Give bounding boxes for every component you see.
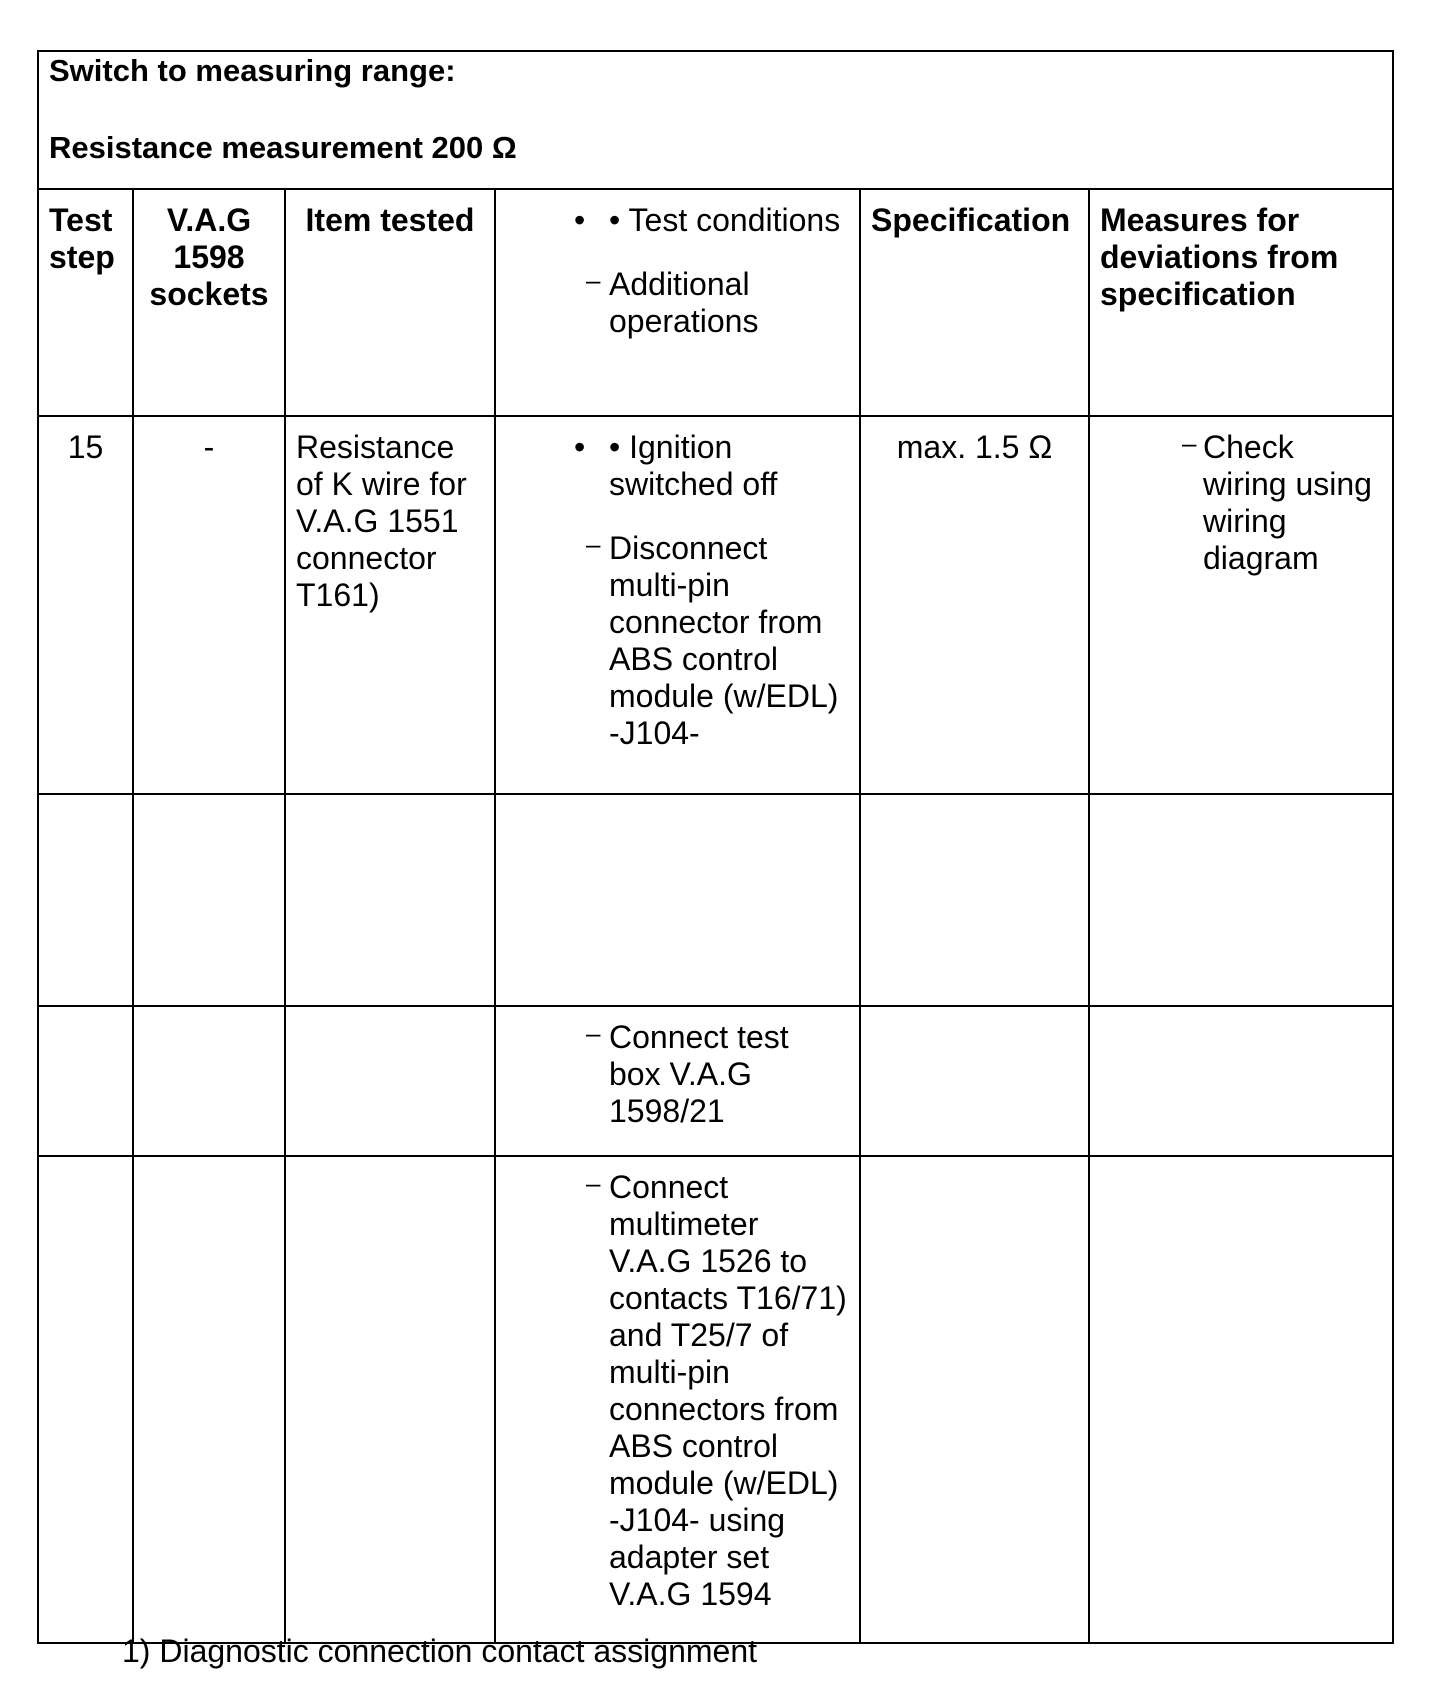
header-conditions <box>495 189 860 416</box>
condition-bullet: • • Ignition switched off <box>506 429 849 503</box>
specification-value: max. 1.5 Ω <box>860 416 1089 794</box>
condition-operation: – Connect multimeter V.A.G 1526 to contacts T16/71) and T25/7 of multi-pin connectors from ABS control module (w/EDL) -J104- using adapter set V.A.G 1594 <box>506 1169 849 1613</box>
header-test-conditions: • • Test conditions <box>506 202 849 239</box>
column-header-row <box>38 189 1393 416</box>
resistance-range-title: Resistance measurement 200 Ω <box>49 130 517 165</box>
table-row-empty <box>38 794 1393 1006</box>
header-sockets: V.A.G 1598 sockets <box>133 189 285 416</box>
measuring-range-header <box>38 51 1393 189</box>
item-tested-value: Resistance of K wire for V.A.G 1551 connector T161) <box>285 416 495 794</box>
table-row <box>38 1006 1393 1156</box>
measures-cell <box>1089 416 1393 794</box>
conditions-cell <box>495 416 860 794</box>
test-table <box>37 50 1394 1644</box>
conditions-cell <box>495 1156 860 1643</box>
conditions-cell <box>495 1006 860 1156</box>
header-measures: Measures for deviations from specification <box>1089 189 1393 416</box>
test-step-value: 15 <box>38 416 133 794</box>
header-specification: Specification <box>860 189 1089 416</box>
condition-operation: – Disconnect multi-pin connector from ABS control module (w/EDL) -J104- <box>506 530 849 752</box>
header-test-step: Test step <box>38 189 133 416</box>
header-additional-operations: – Additional operations <box>506 266 849 340</box>
footnote: 1) Diagnostic connection contact assignment <box>122 1633 758 1669</box>
condition-operation: – Connect test box V.A.G 1598/21 <box>506 1019 849 1130</box>
table-row <box>38 416 1393 794</box>
table-row <box>38 1156 1393 1643</box>
header-item-tested: Item tested <box>285 189 495 416</box>
switch-range-title: Switch to measuring range: <box>49 53 456 88</box>
measure-item: – Check wiring using wiring diagram <box>1100 429 1382 577</box>
socket-value: - <box>133 416 285 794</box>
